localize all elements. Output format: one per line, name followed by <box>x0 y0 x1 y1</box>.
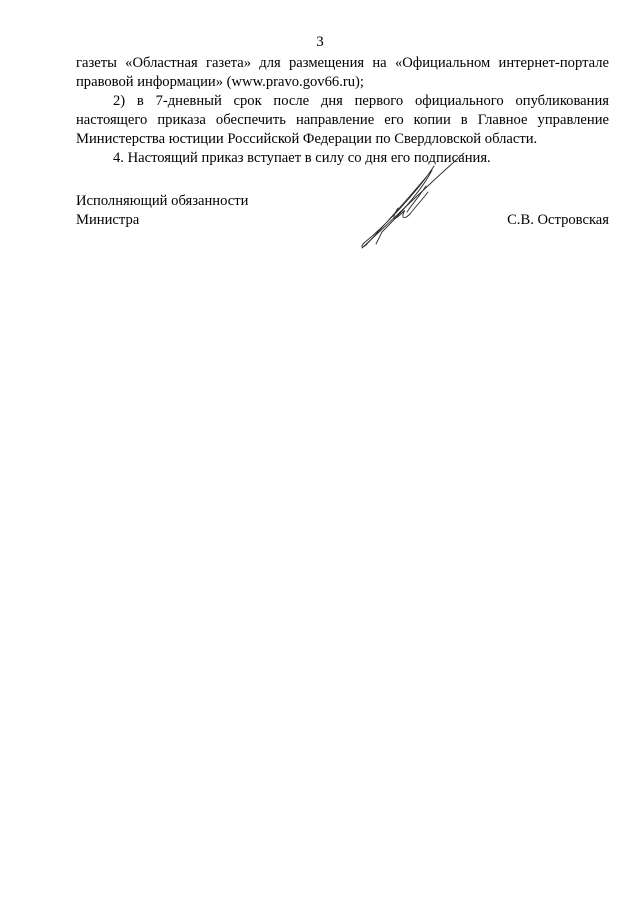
paragraph-item-4: 4. Настоящий приказ вступает в силу со дня его подписания. <box>113 150 491 166</box>
page-number: 3 <box>316 34 324 50</box>
signer-position-line-2: Министра <box>76 211 140 228</box>
signer-position <box>76 192 248 229</box>
handwritten-signature <box>352 150 472 255</box>
signer-position-line-1: Исполняющий обязанности <box>76 193 249 209</box>
paragraph-item-2: 2) в 7-дневный срок после дня первого официального опубликования настоящего приказа обеспечить направление его копии в Главное управление Министерства юстиции Российской Федерации по Свердловской области. <box>76 93 609 147</box>
document-body <box>76 54 609 168</box>
paragraph-continuation: газеты «Областная газета» для размещения на «Официальном интернет-портале правовой информации» (www.pravo.gov66.ru); <box>76 55 609 90</box>
signer-name: С.В. Островская <box>507 211 609 228</box>
